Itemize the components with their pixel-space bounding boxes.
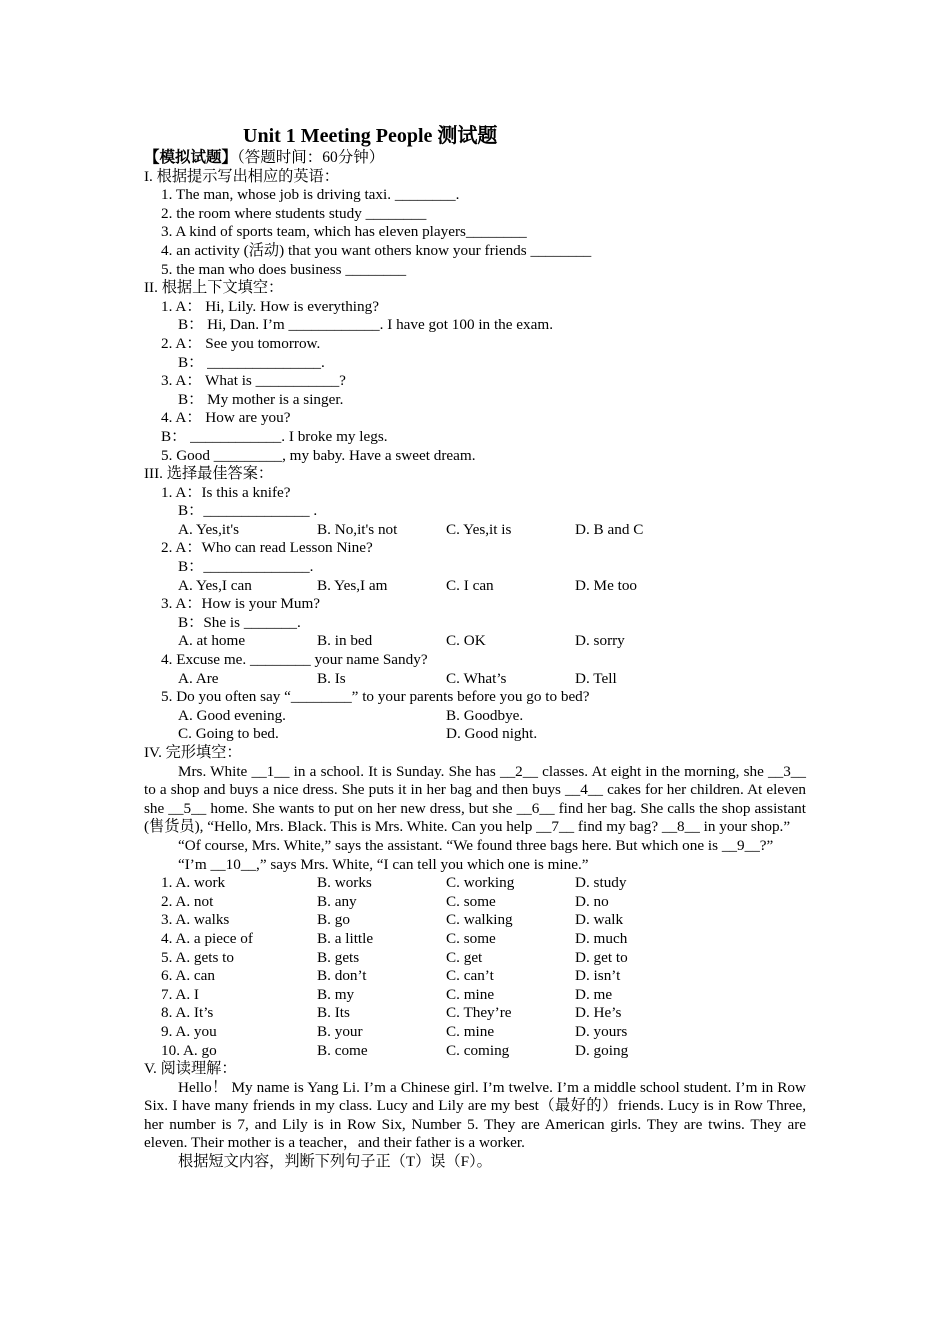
option-a: 5. A. gets to (161, 948, 234, 966)
option-d: D. Tell (575, 669, 617, 687)
question-3: 3. A：How is your Mum? (161, 595, 321, 613)
section-1-heading: I. 根据提示写出相应的英语： (144, 167, 339, 185)
option-c: C. Yes,it is (446, 520, 512, 538)
option-c: C. get (446, 948, 483, 966)
section-2-line: B： My mother is a singer. (178, 390, 344, 408)
question-1-answer-line: B：______________ . (178, 502, 318, 520)
option-a: 9. A. you (161, 1022, 217, 1040)
section-1-item: 5. the man who does business ________ (161, 260, 407, 278)
cloze-options-row (144, 911, 806, 930)
option-c: C. walking (446, 911, 513, 929)
question-1: 1. A：Is this a knife? (161, 483, 291, 501)
subtitle-time-note: （答题时间：60分钟） (237, 149, 385, 166)
section-2-line: B： _______________. (178, 353, 325, 371)
section-2-heading: II. 根据上下文填空： (144, 279, 284, 297)
option-c: C. mine (446, 1022, 495, 1040)
option-a: A. Are (178, 669, 219, 687)
option-c: C. can’t (446, 967, 494, 985)
reading-instruction: 根据短文内容，判断下列句子正（T）误（F）。 (178, 1153, 492, 1171)
option-b: B. go (317, 911, 350, 929)
cloze-options-row (144, 949, 806, 968)
cloze-options-row (144, 1023, 806, 1042)
cloze-options-row (144, 874, 806, 893)
option-b: B. Goodbye. (446, 706, 524, 724)
option-d: D. me (575, 985, 613, 1003)
cloze-options-row (144, 1042, 806, 1061)
option-b: B. don’t (317, 967, 367, 985)
option-a: A. Good evening. (178, 706, 286, 724)
option-d: D. sorry (575, 632, 625, 650)
option-c: C. working (446, 874, 515, 892)
section-4-heading: IV. 完形填空： (144, 744, 242, 761)
option-b: B. No,it's not (317, 520, 398, 538)
option-c: C. coming (446, 1041, 510, 1059)
question-3-options (144, 632, 806, 651)
option-b: B. Is (317, 669, 346, 687)
question-5-options-row-2 (144, 725, 806, 744)
option-c: C. What’s (446, 669, 507, 687)
option-b: B. come (317, 1041, 368, 1059)
option-a: 3. A. walks (161, 911, 230, 929)
question-4-options (144, 670, 806, 689)
option-c: C. some (446, 929, 496, 947)
option-a: A. Yes,I can (178, 576, 252, 594)
option-d: D. Good night. (446, 725, 538, 743)
section-2-line: 4. A： How are you? (161, 409, 291, 427)
option-d: D. yours (575, 1022, 628, 1040)
cloze-options-row (144, 967, 806, 986)
option-d: D. no (575, 892, 609, 910)
question-5: 5. Do you often say “________” to your parents before you go to bed? (161, 688, 590, 706)
option-a: 2. A. not (161, 892, 214, 910)
option-a: 1. A. work (161, 874, 226, 892)
option-b: B. your (317, 1022, 363, 1040)
section-2-line: 3. A： What is ___________? (161, 372, 346, 390)
option-d: D. much (575, 929, 628, 947)
section-2-line: B： ____________. I broke my legs. (161, 427, 388, 445)
question-1-options (144, 521, 806, 540)
question-2-options (144, 577, 806, 596)
option-a: 10. A. go (161, 1041, 217, 1059)
option-b: B. gets (317, 948, 360, 966)
option-d: D. get to (575, 948, 628, 966)
section-2-line: B： Hi, Dan. I’m ____________. I have got 100 in the exam. (178, 316, 553, 334)
option-c: C. OK (446, 632, 486, 650)
section-1-item: 1. The man, whose job is driving taxi. ________. (161, 186, 460, 204)
option-d: D. going (575, 1041, 629, 1059)
cloze-paragraph: “Of course, Mrs. White,” says the assistant. “We found three bags here. But which one is __9__?” (178, 836, 774, 854)
option-b: B. a little (317, 929, 374, 947)
section-1-item: 4. an activity (活动) that you want others know your friends ________ (161, 241, 592, 259)
option-c: C. some (446, 892, 496, 910)
option-b: B. Its (317, 1004, 350, 1022)
question-3-answer-line: B：She is _______. (178, 613, 301, 631)
option-b: B. works (317, 874, 372, 892)
option-a: A. at home (178, 632, 246, 650)
option-a: 4. A. a piece of (161, 929, 253, 947)
section-1-item: 3. A kind of sports team, which has eleven players________ (161, 223, 527, 241)
cloze-options-row (144, 986, 806, 1005)
option-c: C. I can (446, 576, 494, 594)
question-2-answer-line: B：______________. (178, 558, 314, 576)
document-body (144, 149, 806, 1172)
option-d: D. study (575, 874, 627, 892)
option-d: D. Me too (575, 576, 638, 594)
option-b: B. my (317, 985, 355, 1003)
question-2: 2. A：Who can read Lesson Nine? (161, 539, 373, 557)
section-2-line: 2. A： See you tomorrow. (161, 334, 321, 352)
section-3-heading: III. 选择最佳答案： (144, 465, 274, 483)
option-d: D. walk (575, 911, 624, 929)
cloze-options-row (144, 930, 806, 949)
option-b: B. any (317, 892, 357, 910)
question-4: 4. Excuse me. ________ your name Sandy? (161, 651, 428, 669)
option-b: B. Yes,I am (317, 576, 388, 594)
option-a: 8. A. It’s (161, 1004, 214, 1022)
option-a: A. Yes,it's (178, 520, 239, 538)
section-5-heading: V. 阅读理解： (144, 1060, 237, 1078)
question-5-options-row-1 (144, 707, 806, 726)
option-a: 6. A. can (161, 967, 215, 985)
option-c: C. Going to bed. (178, 725, 279, 743)
test-subtitle (144, 149, 806, 168)
option-c: C. They’re (446, 1004, 512, 1022)
section-2-line: 5. Good _________, my baby. Have a sweet dream. (161, 446, 476, 464)
option-a: 7. A. I (161, 985, 199, 1003)
option-d: D. He’s (575, 1004, 622, 1022)
option-b: B. in bed (317, 632, 373, 650)
cloze-options-row (144, 893, 806, 912)
option-d: D. isn’t (575, 967, 621, 985)
reading-paragraph: Hello！ My name is Yang Li. I’m a Chinese girl. I’m twelve. I’m a middle school student. I’m in Row Six. I have many friends in my class. Lucy and Lily are my best（最好的）friends. Lucy is in Row Three, her number is 7, and Lily is in Row Six, Number 5. They are American girls. They are twins. They are eleven. Their mother is a teacher，and their father is a worker. (144, 1078, 806, 1152)
page-title: Unit 1 Meeting People 测试题 (243, 125, 498, 147)
section-1-item: 2. the room where students study ________ (161, 204, 427, 222)
option-c: C. mine (446, 985, 495, 1003)
cloze-options-row (144, 1004, 806, 1023)
cloze-paragraph: “I’m __10__,” says Mrs. White, “I can tell you which one is mine.” (178, 855, 589, 873)
subtitle-label: 【模拟试题】 (144, 149, 238, 166)
cloze-paragraph: Mrs. White __1__ in a school. It is Sunday. She has __2__ classes. At eight in the morning, she __3__ to a shop and buys a nice dress. She puts it in her bag and then buys __4__ cakes for her children. At eleven she __5__ home. She wants to put on her new dress, but she __6__ find her bag. She calls the shop assistant (售货员), “Hello, Mrs. Black. This is Mrs. White. Can you help __7__ find my bag? __8__ in your shop.” (144, 762, 806, 836)
option-d: D. B and C (575, 520, 644, 538)
section-2-line: 1. A： Hi, Lily. How is everything? (161, 297, 379, 315)
